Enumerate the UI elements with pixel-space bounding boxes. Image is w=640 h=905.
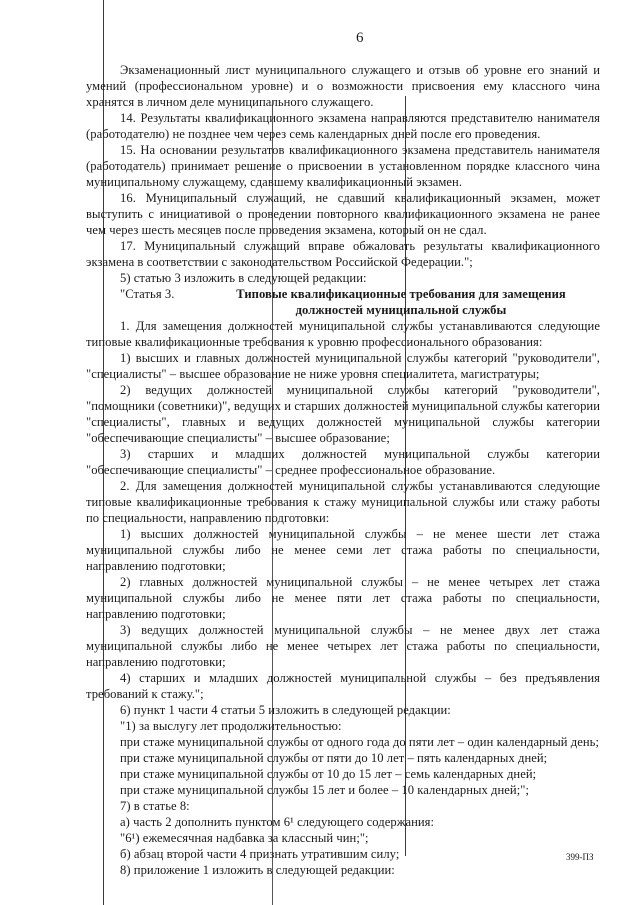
article-number: "Статья 3.	[120, 287, 175, 301]
document-code: 399-ПЗ	[566, 852, 594, 862]
paragraph: 3) старших и младших должностей муниципальной службы категории "обеспечивающие специалисты" – среднее профессиональное образование.	[86, 447, 600, 477]
paragraph: Экзаменационный лист муниципального служащего и отзыв об уровне его знаний и умений (профессиональном уровне) и о возможности присвоения ему классного чина хранятся в личном деле муниципального служащего.	[86, 63, 600, 109]
paragraph: 3) ведущих должностей муниципальной службы – не менее двух лет стажа муниципальной службы либо не менее четырех лет стажа работы по специальности, направлению подготовки;	[86, 623, 600, 669]
paragraph: 2. Для замещения должностей муниципальной службы устанавливаются следующие типовые квалификационные требования к стажу муниципальной службы или стажу работы по специальности, направлению подготовки:	[86, 479, 600, 525]
paragraph: 4) старших и младших должностей муниципальной службы – без предъявления требований к стажу.";	[86, 671, 600, 701]
paragraph: 17. Муниципальный служащий вправе обжаловать результаты квалификационного экзамена в соответствии с законодательством Российской Федерации.";	[86, 239, 600, 269]
paragraph: 16. Муниципальный служащий, не сдавший квалификационный экзамен, может выступить с инициативой о проведении повторного квалификационного экзамена не ранее чем через шесть месяцев после проведения экзамена, который он не сдал.	[86, 191, 600, 237]
paragraph: 8) приложение 1 изложить в следующей редакции:	[120, 863, 395, 877]
paragraph: при стаже муниципальной службы от одного года до пяти лет – один календарный день;	[120, 735, 600, 749]
paragraph: 1) высших и главных должностей муниципальной службы категорий "руководители", "специалисты" – высшее образование не ниже уровня специалитета, магистратуры;	[86, 351, 600, 381]
page-number: 6	[356, 30, 364, 46]
document-body	[86, 62, 600, 878]
paragraph: 2) ведущих должностей муниципальной службы категорий "руководители", "помощники (советники)", ведущих и старших должностей муниципальной службы категории "специалисты", главных и ведущих должностей муниципальной службы категории "обеспечивающие специалисты" – высшее образование;	[86, 383, 600, 445]
paragraph: "6¹) ежемесячная надбавка за классный чин;";	[120, 831, 369, 845]
paragraph: б) абзац второй части 4 признать утратившим силу;	[120, 847, 400, 861]
paragraph: при стаже муниципальной службы от пяти до 10 лет – пять календарных дней;	[120, 751, 548, 765]
article-heading	[86, 286, 600, 318]
paragraph: 14. Результаты квалификационного экзамена направляются представителю нанимателя (работодателю) не позднее чем через семь календарных дней после его проведения.	[86, 111, 600, 141]
paragraph: 15. На основании результатов квалификационного экзамена представитель нанимателя (работодатель) принимает решение о присвоении в установленном порядке классного чина муниципальному служащему, сдавшему квалификационный экзамен.	[86, 143, 600, 189]
paragraph: при стаже муниципальной службы от 10 до 15 лет – семь календарных дней;	[120, 767, 537, 781]
article-title: Типовые квалификационные требования для замещения должностей муниципальной службы	[236, 287, 566, 317]
paragraph: при стаже муниципальной службы 15 лет и более – 10 календарных дней;";	[120, 783, 530, 797]
paragraph: 1) высших должностей муниципальной службы – не менее шести лет стажа муниципальной службы либо не менее семи лет стажа работы по специальности, направлению подготовки;	[86, 527, 600, 573]
paragraph: 2) главных должностей муниципальной службы – не менее четырех лет стажа муниципальной службы либо не менее пяти лет стажа работы по специальности, направлению подготовки;	[86, 575, 600, 621]
paragraph: 7) в статье 8:	[120, 799, 190, 813]
paragraph: 6) пункт 1 части 4 статьи 5 изложить в следующей редакции:	[120, 703, 451, 717]
paragraph: а) часть 2 дополнить пунктом 6¹ следующего содержания:	[120, 815, 435, 829]
paragraph: "1) за выслугу лет продолжительностью:	[120, 719, 342, 733]
paragraph: 1. Для замещения должностей муниципальной службы устанавливаются следующие типовые квалификационные требования к уровню профессионального образования:	[86, 319, 600, 349]
paragraph: 5) статью 3 изложить в следующей редакции:	[120, 271, 367, 285]
